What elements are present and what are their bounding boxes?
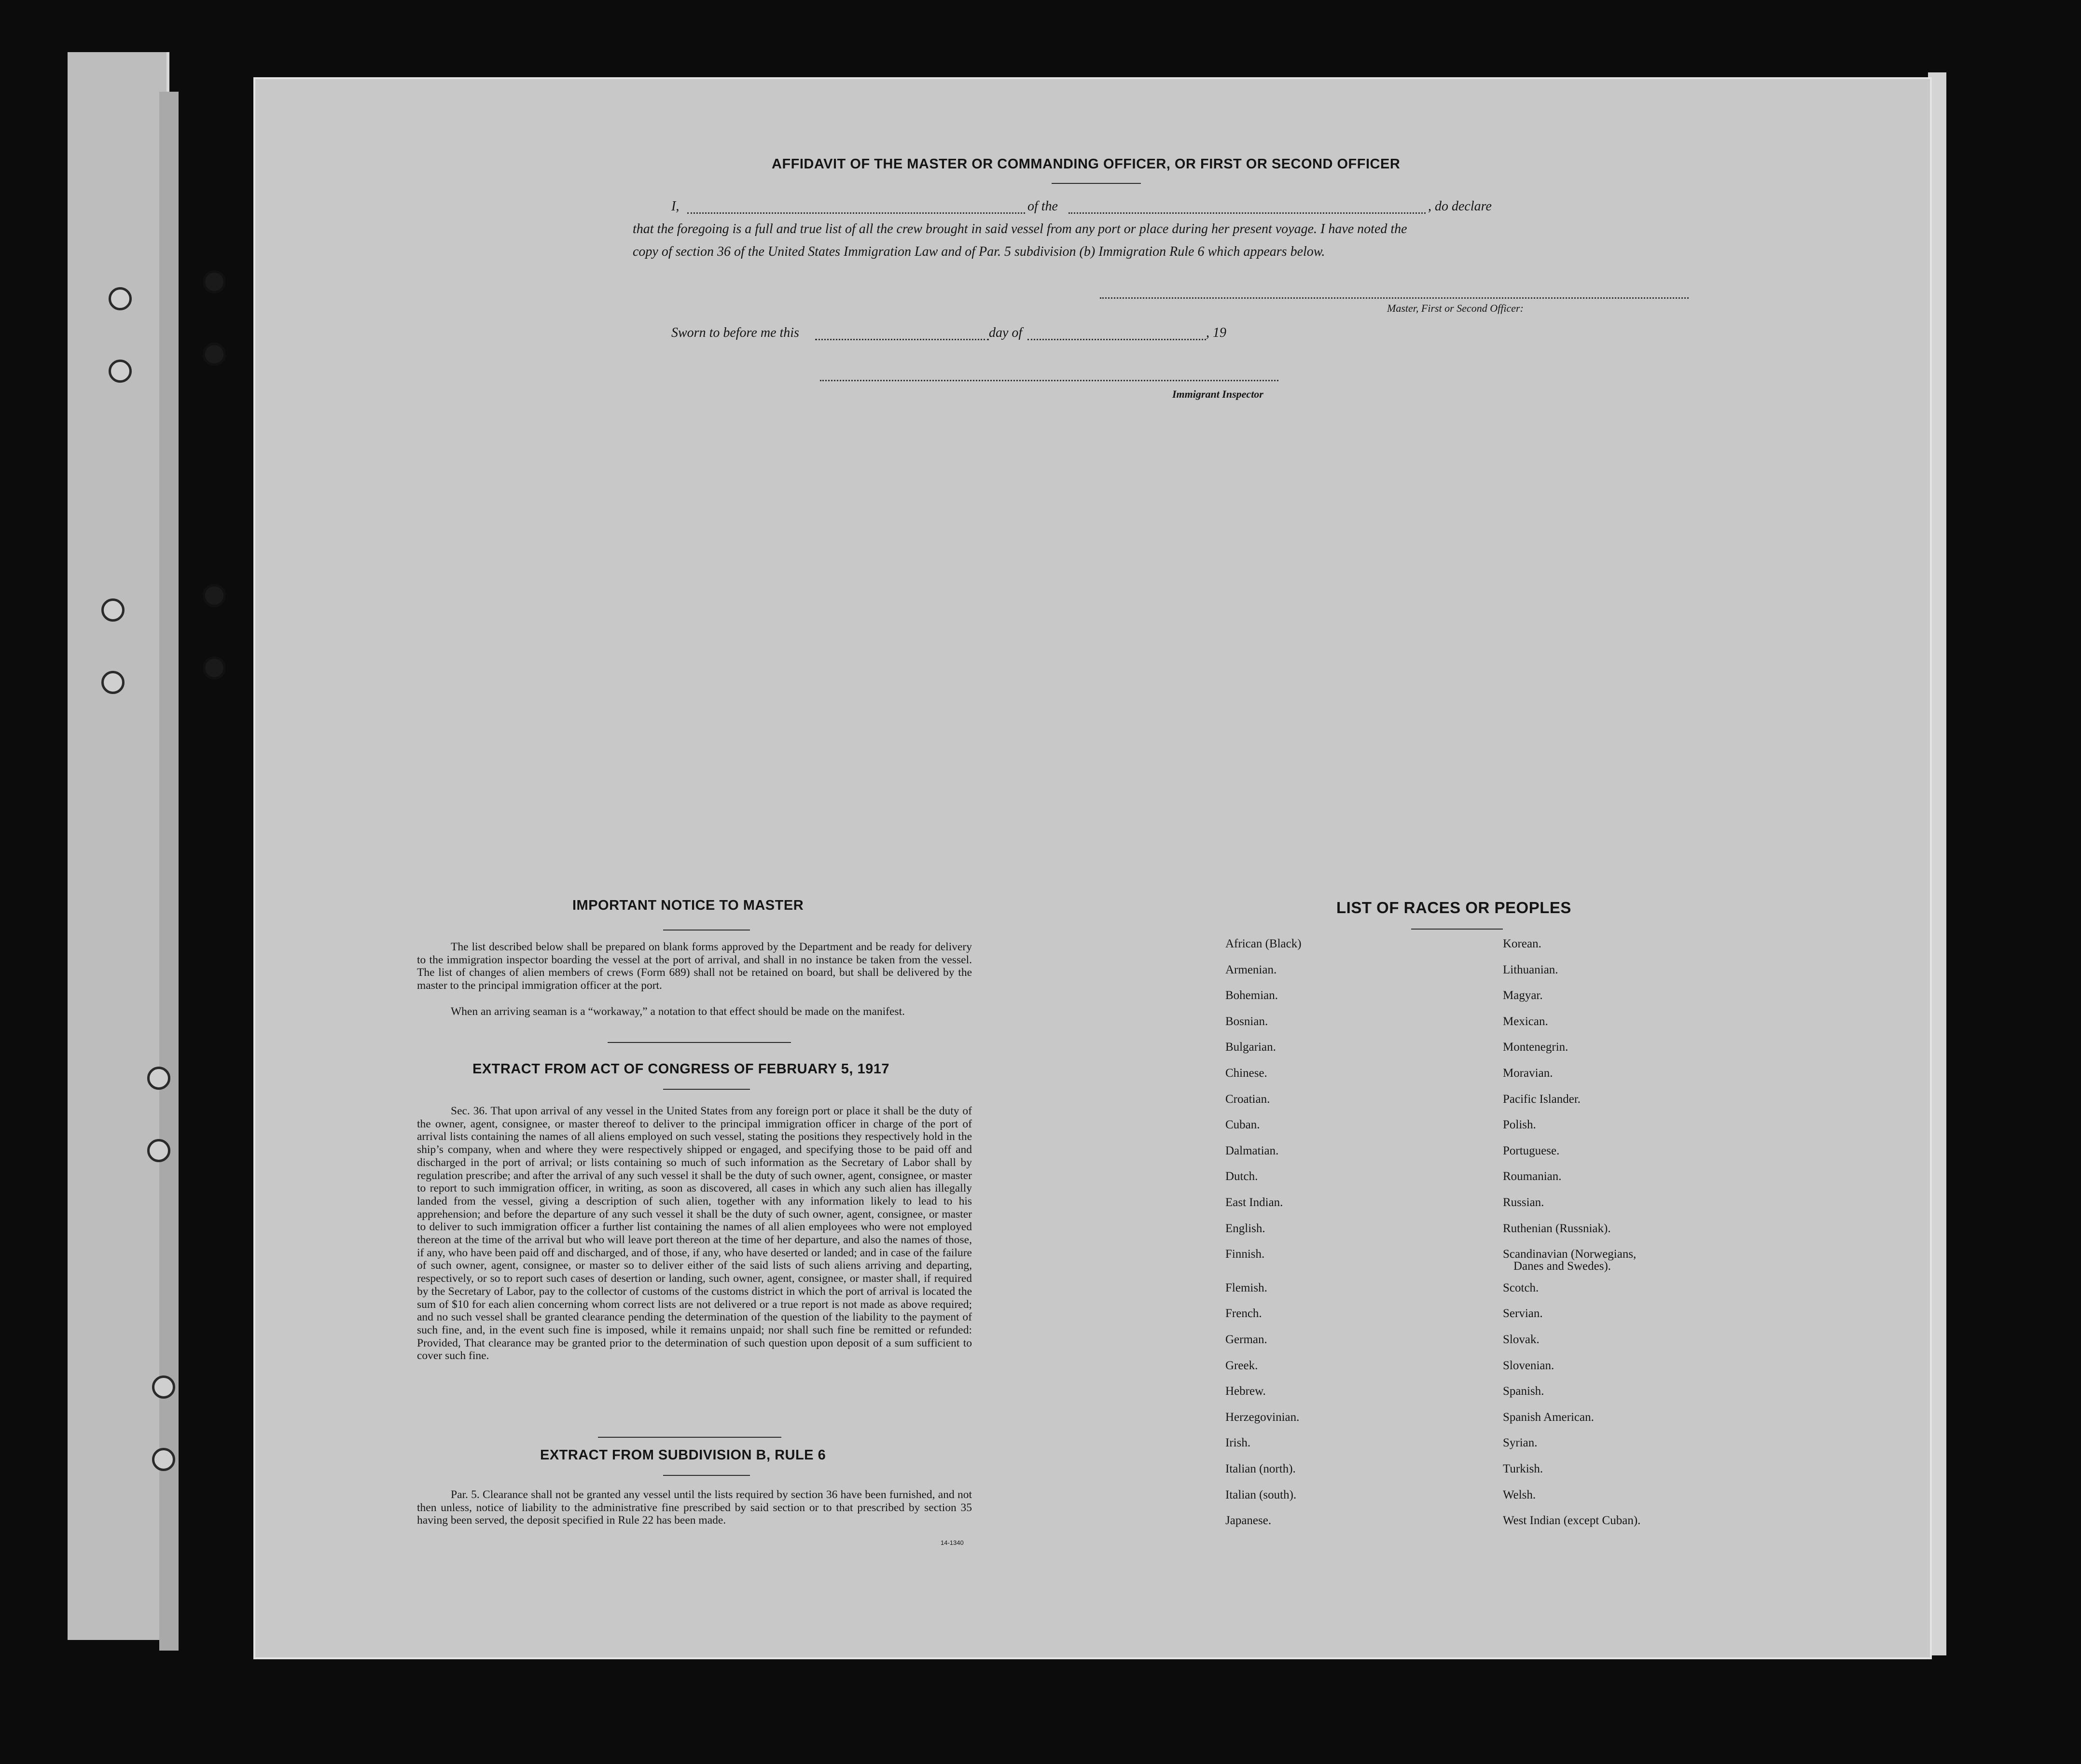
race-item: Roumanian. bbox=[1503, 1170, 1562, 1183]
extract-act-text: Sec. 36. That upon arrival of any vessel in the United States from any foreign port or place it shall be the duty of the owner, agent, consignee, or master thereof to deliver to the principal immigration officer in charge of the port of arrival lists containing the names of all aliens employed on such vessel, stating the positions they respectively hold in the ship’s company, when and where they were respectively shipped or engaged, and specifying those to be paid off and discharged in the port of arrival; or lists containing so much of such information as the Secretary of Labor shall by regulation prescribe; and after the arrival of any such vessel it shall be the duty of such owner, agent, consignee, or master to report to such immigration officer, in writing, as soon as discovered, all cases in which any such alien has illegally landed from the vessel, giving a description of such alien, together with any information likely to lead to his apprehension; and before the departure of any such vessel it shall be the duty of such owner, agent, consignee, or master to deliver to such immigration officer a further list containing the names of all alien employees who were not employed thereon at the time of the arrival but who will leave port thereon at the time of her departure, and also the names of those, if any, who have been paid off and discharged, and of those, if any, who have deserted or landed; and in case of the failure of such owner, agent, consignee, or master so to deliver either of the said lists of such aliens arriving and departing, respectively, or so to report such cases of desertion or landing, such owner, agent, consignee, or master shall, if required by the Secretary of Labor, pay to the collector of customs of the customs district in which the port of arrival is located the sum of $10 for each alien concerning whom correct lists are not delivered or a true report is not made as above required; and no such vessel shall be granted clearance pending the determination of the question of the liability to the payment of such fine, and, in the event such fine is imposed, while it remains unpaid; nor shall such fine be remitted or refunded: Provided, That clearance may be granted prior to the determination of such question upon deposit of a sum sufficient to cover such fine. bbox=[417, 1105, 972, 1362]
race-item: East Indian. bbox=[1225, 1196, 1283, 1209]
vessel-blank[interactable] bbox=[1068, 212, 1426, 214]
race-item: Korean. bbox=[1503, 937, 1541, 950]
binder-hole bbox=[203, 584, 226, 607]
inspector-signature-line[interactable] bbox=[820, 380, 1278, 381]
race-item: West Indian (except Cuban). bbox=[1503, 1514, 1641, 1528]
form-number: 14-1340 bbox=[941, 1539, 964, 1546]
race-item: Ruthenian (Russniak). bbox=[1503, 1222, 1611, 1235]
extract-act-underline bbox=[663, 1089, 750, 1090]
document-page bbox=[253, 77, 1932, 1659]
notice-paragraph-2: When an arriving seaman is a “workaway,” a notation to that effect should be made on the manifest. bbox=[451, 1005, 905, 1018]
race-item: Magyar. bbox=[1503, 989, 1543, 1002]
binder-hole bbox=[152, 1448, 175, 1471]
race-item: Spanish American. bbox=[1503, 1410, 1594, 1424]
race-item: Croatian. bbox=[1225, 1092, 1270, 1106]
affidavit-title: AFFIDAVIT OF THE MASTER OR COMMANDING OFFICER, OR FIRST OR SECOND OFFICER bbox=[772, 156, 1401, 172]
section-divider bbox=[598, 1437, 781, 1438]
race-item: Dutch. bbox=[1225, 1170, 1258, 1183]
signature-label: Master, First or Second Officer: bbox=[1387, 302, 1524, 314]
extract-rule-underline bbox=[663, 1475, 750, 1476]
notice-title: IMPORTANT NOTICE TO MASTER bbox=[572, 898, 804, 913]
binder-hole bbox=[203, 270, 226, 293]
race-item: Turkish. bbox=[1503, 1462, 1543, 1475]
race-item: Greek. bbox=[1225, 1359, 1258, 1372]
affidavit-line3: copy of section 36 of the United States Immigration Law and of Par. 5 subdivision (b) Immigration Rule 6 which appears below. bbox=[633, 244, 1325, 259]
race-item: Bulgarian. bbox=[1225, 1041, 1276, 1054]
race-item: German. bbox=[1225, 1333, 1267, 1346]
race-item: Italian (north). bbox=[1225, 1462, 1296, 1475]
race-item: Lithuanian. bbox=[1503, 963, 1558, 976]
race-item: Russian. bbox=[1503, 1196, 1544, 1209]
race-item: Mexican. bbox=[1503, 1014, 1548, 1028]
binder-hole bbox=[101, 671, 125, 694]
race-item: Italian (south). bbox=[1225, 1488, 1297, 1501]
binder-hole bbox=[203, 343, 226, 366]
race-item: Chinese. bbox=[1225, 1067, 1267, 1080]
race-item: Armenian. bbox=[1225, 963, 1277, 976]
notice-paragraph-1: The list described below shall be prepared on blank forms approved by the Department and be ready for delivery to the immigration inspector boarding the vessel at the port of arrival, and shall in no instance be taken from the vessel. The list of changes of alien members of crews (Form 689) shall not be retained on board, but shall be delivered by the master to the principal immigration officer at the port. bbox=[417, 941, 972, 992]
sworn-year: , 19 bbox=[1206, 325, 1226, 340]
extract-rule-title: EXTRACT FROM SUBDIVISION B, RULE 6 bbox=[540, 1447, 826, 1463]
race-item: Welsh. bbox=[1503, 1488, 1536, 1501]
races-title: LIST OF RACES OR PEOPLES bbox=[1336, 899, 1571, 917]
affidavit-i: I, bbox=[671, 199, 680, 214]
races-underline bbox=[1411, 929, 1503, 930]
race-item: Montenegrin. bbox=[1503, 1041, 1568, 1054]
binder-hole bbox=[147, 1139, 170, 1162]
name-blank[interactable] bbox=[687, 212, 1025, 214]
race-item: Irish. bbox=[1225, 1436, 1251, 1450]
signature-line[interactable] bbox=[1100, 297, 1689, 299]
race-item: Moravian. bbox=[1503, 1067, 1553, 1080]
sworn-day-blank[interactable] bbox=[815, 339, 989, 340]
race-item: Finnish. bbox=[1225, 1248, 1265, 1261]
affidavit-of-the: of the bbox=[1027, 199, 1058, 214]
race-item: Pacific Islander. bbox=[1503, 1092, 1581, 1106]
inspector-label: Immigrant Inspector bbox=[1172, 388, 1263, 400]
binder-hole bbox=[203, 656, 226, 680]
race-item: Herzegovinian. bbox=[1225, 1410, 1300, 1424]
affidavit-line2: that the foregoing is a full and true list of all the crew brought in said vessel from any port or place during her present voyage. I have noted the bbox=[633, 222, 1407, 236]
title-underline bbox=[1052, 183, 1141, 184]
sworn-month-blank[interactable] bbox=[1027, 339, 1206, 340]
race-item: Scandinavian (Norwegians, bbox=[1503, 1248, 1637, 1261]
race-item: Hebrew. bbox=[1225, 1385, 1266, 1398]
binder-hole bbox=[109, 360, 132, 383]
race-item: Slovak. bbox=[1503, 1333, 1540, 1346]
race-item: Bohemian. bbox=[1225, 989, 1278, 1002]
binder-hole bbox=[109, 287, 132, 310]
extract-act-title: EXTRACT FROM ACT OF CONGRESS OF FEBRUARY 5, 1917 bbox=[472, 1061, 890, 1077]
race-item: French. bbox=[1225, 1307, 1262, 1320]
race-item: Japanese. bbox=[1225, 1514, 1272, 1528]
race-item: Spanish. bbox=[1503, 1385, 1544, 1398]
race-item: Slovenian. bbox=[1503, 1359, 1554, 1372]
race-item: Dalmatian. bbox=[1225, 1144, 1279, 1157]
race-item: Servian. bbox=[1503, 1307, 1543, 1320]
race-item: African (Black) bbox=[1225, 937, 1302, 950]
extract-rule-text: Par. 5. Clearance shall not be granted any vessel until the lists required by section 36 have been furnished, and not then unless, notice of liability to the administrative fine prescribed by said section or to that prescribed by section 35 having been served, the deposit specified in Rule 22 has been made. bbox=[417, 1488, 972, 1527]
binder-strip-shadow bbox=[159, 92, 179, 1651]
affidavit-declare: , do declare bbox=[1428, 199, 1492, 214]
section-divider bbox=[608, 1042, 791, 1043]
binder-hole bbox=[101, 598, 125, 622]
race-item: Portuguese. bbox=[1503, 1144, 1560, 1157]
race-item: Cuban. bbox=[1225, 1118, 1260, 1132]
race-item: Bosnian. bbox=[1225, 1014, 1268, 1028]
binder-hole bbox=[147, 1067, 170, 1090]
race-item: Danes and Swedes). bbox=[1513, 1260, 1611, 1273]
binder-hole bbox=[152, 1375, 175, 1399]
notice-underline bbox=[663, 930, 750, 931]
race-item: Polish. bbox=[1503, 1118, 1536, 1132]
race-item: English. bbox=[1225, 1222, 1265, 1235]
sworn-text: Sworn to before me this bbox=[671, 325, 799, 340]
sworn-day-of: day of bbox=[989, 325, 1023, 340]
race-item: Flemish. bbox=[1225, 1281, 1267, 1294]
race-item: Syrian. bbox=[1503, 1436, 1538, 1450]
race-item: Scotch. bbox=[1503, 1281, 1539, 1294]
